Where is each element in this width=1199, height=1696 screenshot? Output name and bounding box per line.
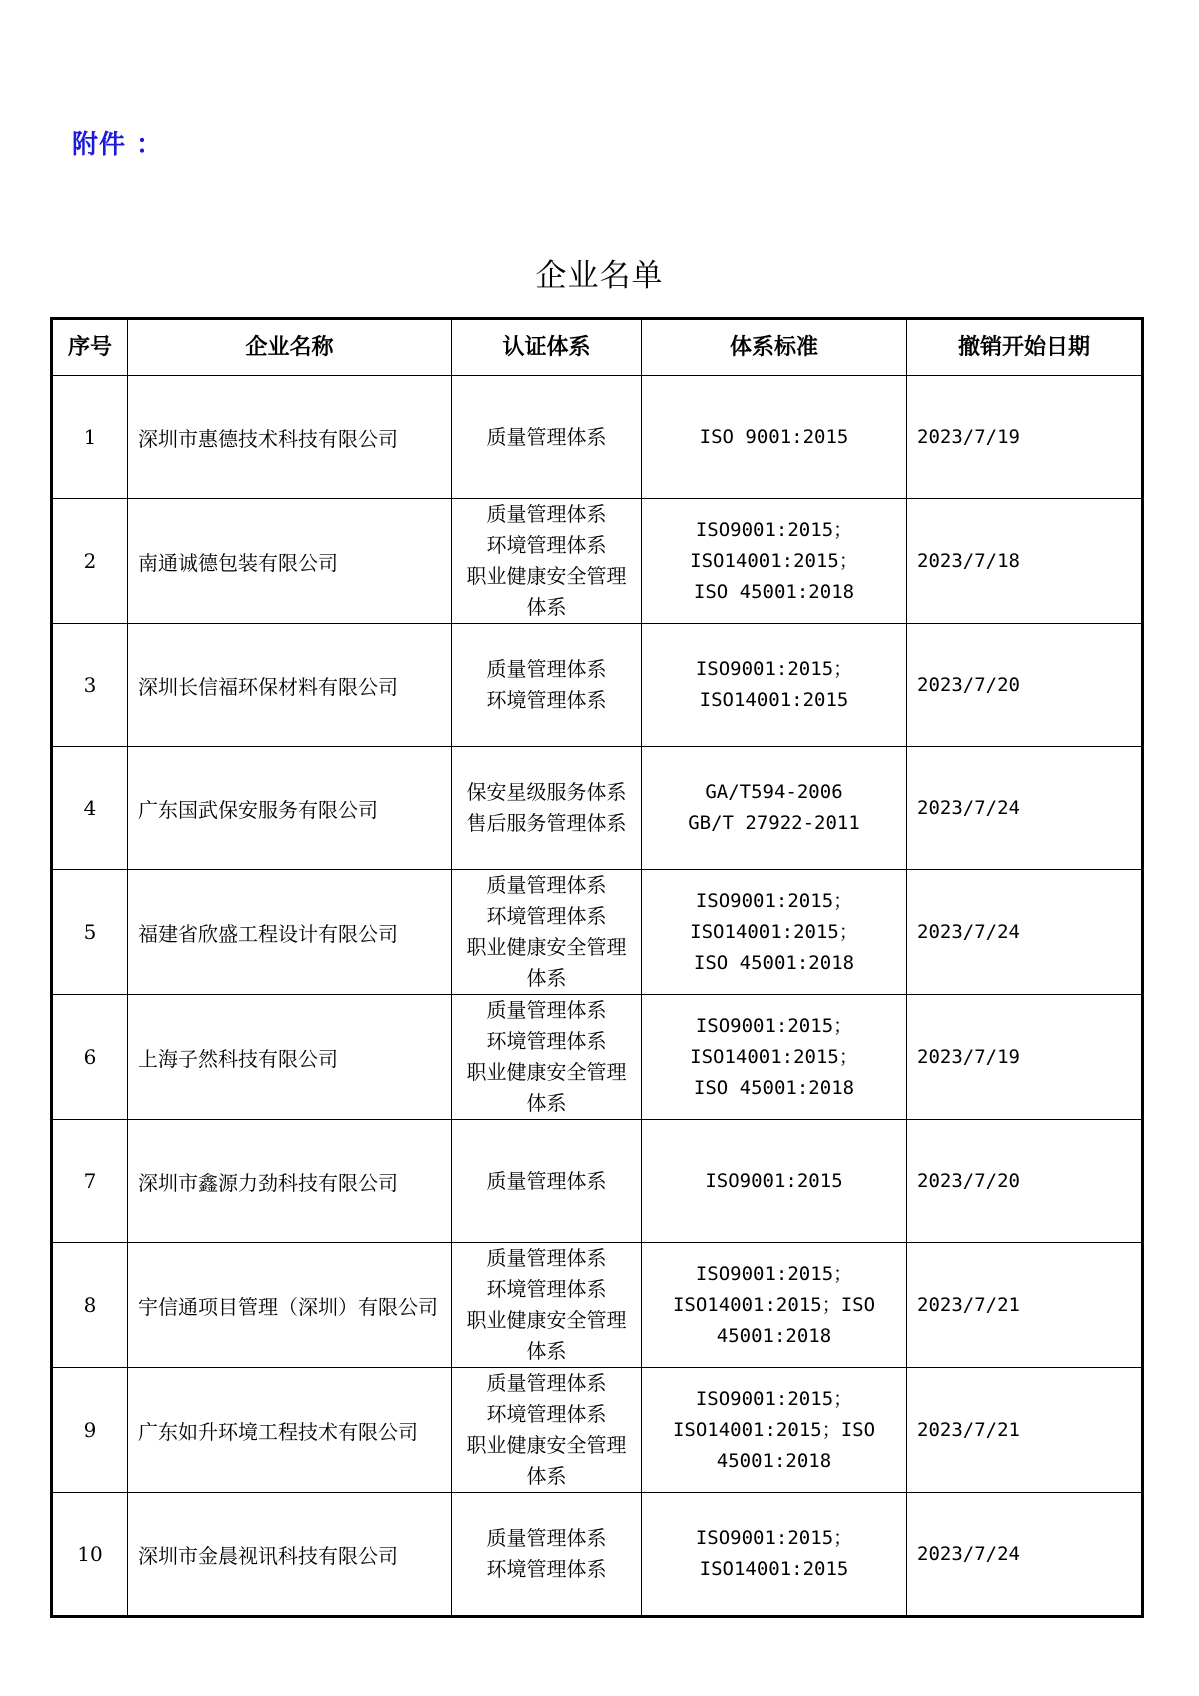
cert-system-line: 职业健康安全管理 [466, 1433, 627, 1457]
row-standard [642, 376, 907, 499]
row-seq: 4 [52, 747, 128, 870]
cert-system-line: 质量管理体系 [486, 998, 607, 1022]
cert-system-line: 环境管理体系 [486, 1402, 607, 1426]
row-revoke-date: 2023/7/20 [907, 624, 1143, 747]
table-row [52, 624, 1143, 747]
row-company-name: 宇信通项目管理（深圳）有限公司 [128, 1243, 452, 1368]
standard-line: ISO14001:2015；ISO [672, 1418, 876, 1441]
standard-line: ISO14001:2015 [699, 689, 849, 711]
row-seq: 5 [52, 870, 128, 995]
row-standard [642, 1120, 907, 1243]
row-standard [642, 747, 907, 870]
table-row [52, 1120, 1143, 1243]
row-company-name: 深圳市鑫源力劲科技有限公司 [128, 1120, 452, 1243]
standard-line: ISO14001:2015； [690, 549, 858, 572]
enterprise-table [50, 317, 1144, 1618]
cert-system-line: 体系 [526, 1091, 567, 1115]
standard-line: ISO9001:2015； [695, 1262, 853, 1285]
table-row [52, 1493, 1143, 1617]
cert-system-line: 体系 [526, 1339, 567, 1363]
standard-line: ISO14001:2015； [690, 1045, 858, 1068]
standard-line: ISO9001:2015； [695, 1014, 853, 1037]
row-cert-system [452, 1493, 642, 1617]
row-cert-system [452, 1120, 642, 1243]
row-cert-system [452, 1243, 642, 1368]
standard-line: ISO9001:2015； [695, 658, 853, 680]
header-system: 认证体系 [452, 319, 642, 376]
cert-system-line: 职业健康安全管理 [466, 935, 627, 959]
table-row [52, 1368, 1143, 1493]
cert-system-line: 环境管理体系 [486, 688, 607, 712]
cert-system-line: 质量管理体系 [486, 1168, 607, 1193]
table-row [52, 376, 1143, 499]
standard-line: ISO 45001:2018 [693, 1076, 855, 1099]
cert-system-line: 售后服务管理体系 [466, 811, 627, 835]
row-revoke-date: 2023/7/24 [907, 747, 1143, 870]
cert-system-line: 质量管理体系 [486, 1246, 607, 1270]
attachment-label: 附件 ： [72, 130, 164, 160]
standard-line: ISO14001:2015；ISO [672, 1293, 876, 1316]
standard-line: 45001:2018 [716, 1449, 832, 1472]
row-company-name: 广东国武保安服务有限公司 [128, 747, 452, 870]
table-header-row [52, 319, 1143, 376]
row-seq: 3 [52, 624, 128, 747]
row-revoke-date: 2023/7/21 [907, 1368, 1143, 1493]
standard-line: ISO 9001:2015 [699, 425, 849, 448]
table-body [52, 376, 1143, 1617]
standard-line: ISO9001:2015； [695, 518, 853, 541]
cert-system-line: 职业健康安全管理 [466, 1060, 627, 1084]
row-revoke-date: 2023/7/21 [907, 1243, 1143, 1368]
cert-system-line: 质量管理体系 [486, 502, 607, 526]
row-revoke-date: 2023/7/24 [907, 1493, 1143, 1617]
table-row [52, 747, 1143, 870]
cert-system-line: 质量管理体系 [486, 1526, 607, 1550]
row-standard [642, 499, 907, 624]
row-cert-system [452, 624, 642, 747]
row-seq: 9 [52, 1368, 128, 1493]
cert-system-line: 环境管理体系 [486, 1277, 607, 1301]
row-company-name: 深圳市惠德技术科技有限公司 [128, 376, 452, 499]
table-row [52, 995, 1143, 1120]
row-seq: 6 [52, 995, 128, 1120]
row-revoke-date: 2023/7/19 [907, 995, 1143, 1120]
standard-line: ISO 45001:2018 [693, 580, 855, 603]
row-seq: 7 [52, 1120, 128, 1243]
standard-line: GB/T 27922-2011 [688, 812, 860, 834]
standard-line: ISO14001:2015 [699, 1558, 849, 1580]
standard-line: ISO9001:2015 [705, 1169, 843, 1192]
standard-line: ISO9001:2015； [695, 1387, 853, 1410]
standard-line: 45001:2018 [716, 1324, 832, 1347]
header-standard: 体系标准 [642, 319, 907, 376]
row-company-name: 福建省欣盛工程设计有限公司 [128, 870, 452, 995]
row-seq: 2 [52, 499, 128, 624]
row-cert-system [452, 499, 642, 624]
standard-line: ISO 45001:2018 [693, 951, 855, 974]
row-standard [642, 995, 907, 1120]
row-seq: 1 [52, 376, 128, 499]
standard-line: ISO14001:2015； [690, 920, 858, 943]
cert-system-line: 体系 [526, 1464, 567, 1488]
cert-system-line: 环境管理体系 [486, 1029, 607, 1053]
cert-system-line: 环境管理体系 [486, 904, 607, 928]
row-company-name: 广东如升环境工程技术有限公司 [128, 1368, 452, 1493]
row-cert-system [452, 870, 642, 995]
table-row [52, 870, 1143, 995]
header-date: 撤销开始日期 [907, 319, 1143, 376]
row-revoke-date: 2023/7/24 [907, 870, 1143, 995]
row-company-name: 上海子然科技有限公司 [128, 995, 452, 1120]
row-standard [642, 1243, 907, 1368]
header-seq: 序号 [52, 319, 128, 376]
table-row [52, 499, 1143, 624]
cert-system-line: 职业健康安全管理 [466, 1308, 627, 1332]
cert-system-line: 体系 [526, 966, 567, 990]
row-company-name: 深圳长信福环保材料有限公司 [128, 624, 452, 747]
row-standard [642, 624, 907, 747]
cert-system-line: 环境管理体系 [486, 1557, 607, 1581]
row-revoke-date: 2023/7/20 [907, 1120, 1143, 1243]
row-cert-system [452, 1368, 642, 1493]
header-name: 企业名称 [128, 319, 452, 376]
row-company-name: 深圳市金晨视讯科技有限公司 [128, 1493, 452, 1617]
standard-line: ISO9001:2015； [695, 889, 853, 912]
row-seq: 8 [52, 1243, 128, 1368]
row-revoke-date: 2023/7/19 [907, 376, 1143, 499]
table-row [52, 1243, 1143, 1368]
cert-system-line: 保安星级服务体系 [466, 780, 627, 804]
row-company-name: 南通诚德包装有限公司 [128, 499, 452, 624]
row-cert-system [452, 995, 642, 1120]
page-title: 企业名单 [535, 258, 664, 294]
row-cert-system [452, 747, 642, 870]
row-cert-system [452, 376, 642, 499]
cert-system-line: 质量管理体系 [486, 424, 607, 449]
row-standard [642, 1368, 907, 1493]
cert-system-line: 环境管理体系 [486, 533, 607, 557]
cert-system-line: 体系 [526, 595, 567, 619]
standard-line: ISO9001:2015； [695, 1527, 853, 1549]
cert-system-line: 质量管理体系 [486, 1371, 607, 1395]
row-seq: 10 [52, 1493, 128, 1617]
cert-system-line: 质量管理体系 [486, 873, 607, 897]
cert-system-line: 职业健康安全管理 [466, 564, 627, 588]
row-standard [642, 1493, 907, 1617]
cert-system-line: 质量管理体系 [486, 657, 607, 681]
row-standard [642, 870, 907, 995]
standard-line: GA/T594-2006 [705, 781, 843, 803]
row-revoke-date: 2023/7/18 [907, 499, 1143, 624]
